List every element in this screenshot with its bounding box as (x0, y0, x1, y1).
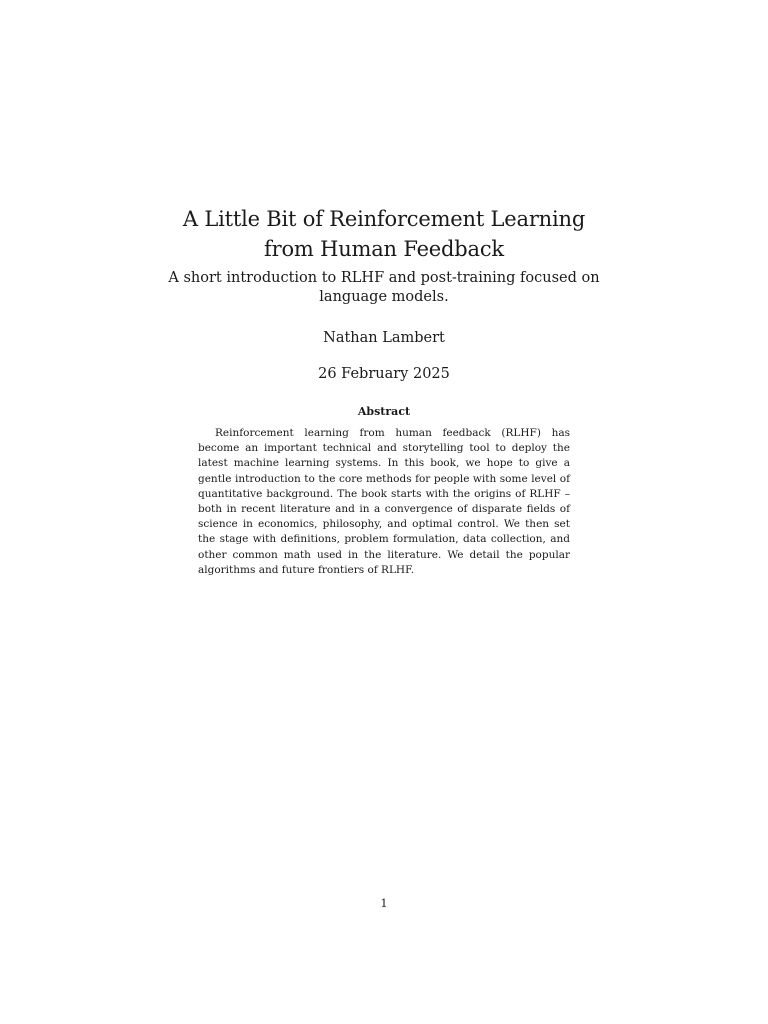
document-title: A Little Bit of Reinforcement Learning from Human Feedback (182, 207, 586, 261)
document-author: Nathan Lambert (323, 330, 445, 346)
abstract-section (198, 404, 570, 578)
page-number: 1 (380, 897, 388, 910)
document-date: 26 February 2025 (318, 366, 450, 382)
document-subtitle: A short introduction to RLHF and post-training focused on language models. (168, 270, 600, 305)
abstract-heading: Abstract (357, 405, 411, 418)
title-block (160, 204, 608, 383)
abstract-body: Reinforcement learning from human feedback (RLHF) has become an important technical and storytelling tool to deploy the latest machine learning systems. In this book, we hope to give a gentle introduction to the core methods for people with some level of quantitative background. The book starts with the origins of RLHF – both in recent literature and in a convergence of disparate fields of science in economics, philosophy, and optimal control. We then set the stage with definitions, problem formulation, data collection, and other common math used in the literature. We detail the popular algorithms and future frontiers of RLHF. (198, 427, 570, 576)
